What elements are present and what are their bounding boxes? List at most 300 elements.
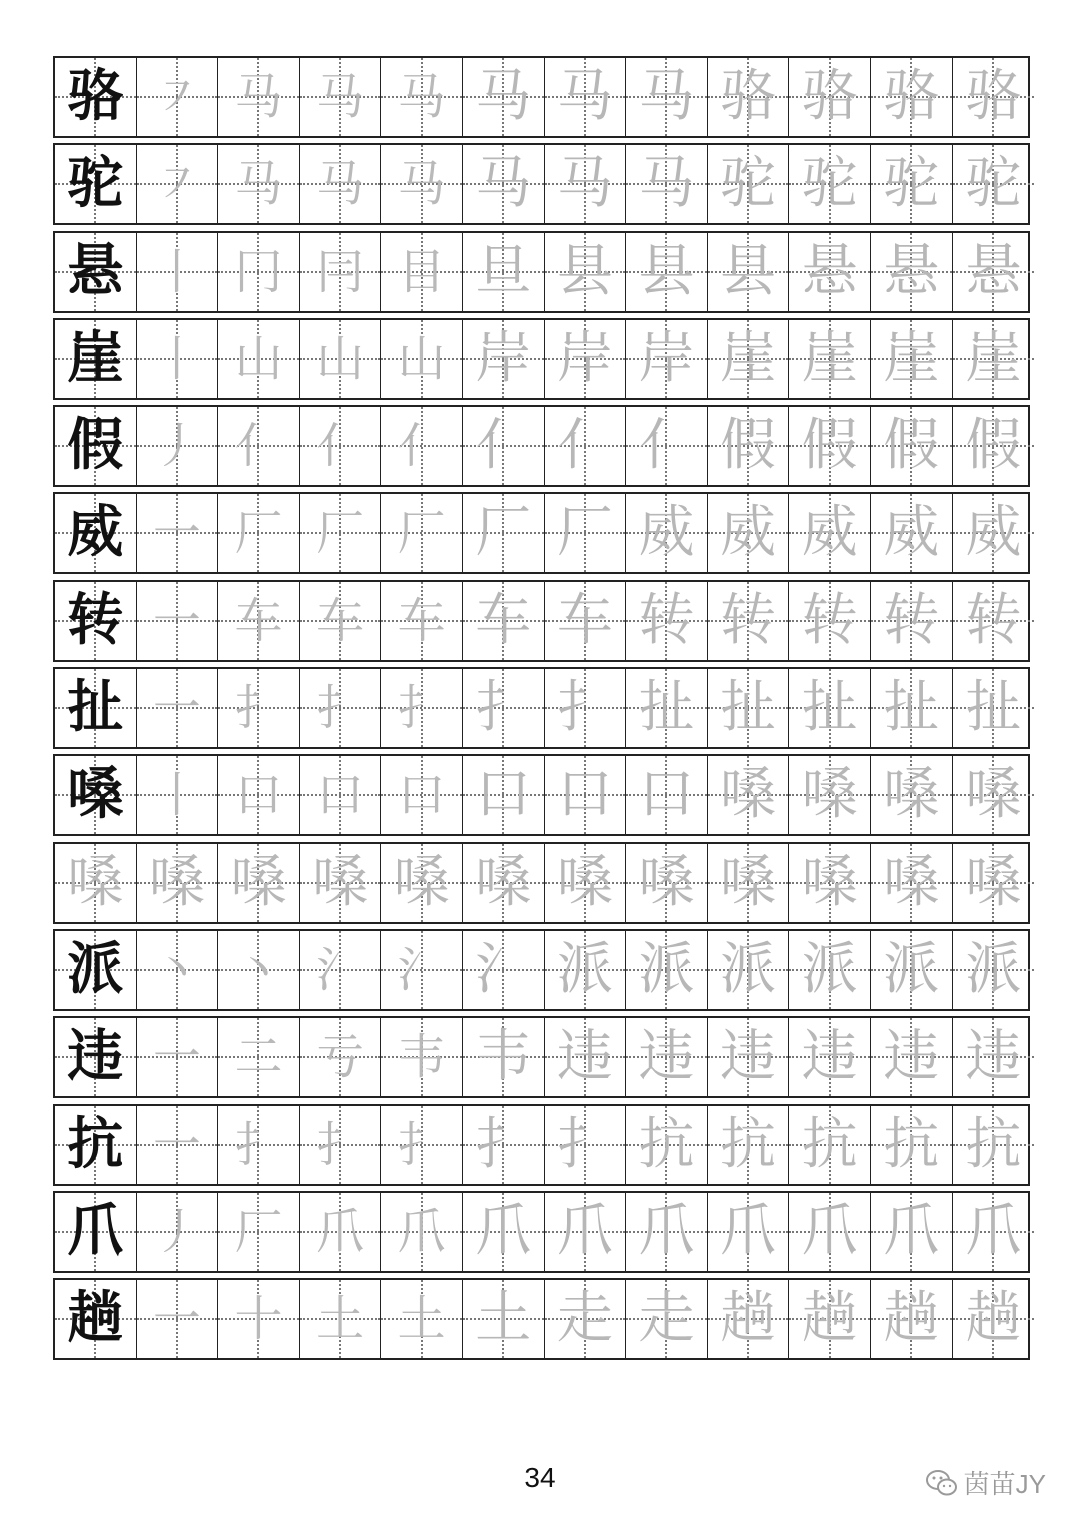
stroke-step: 爪 xyxy=(316,1203,365,1260)
stroke-step: 崖 xyxy=(965,325,1022,391)
stroke-step-cell xyxy=(381,582,463,660)
stroke-step-cell xyxy=(708,1106,790,1184)
stroke-step: 派 xyxy=(720,936,777,1002)
stroke-step-cell xyxy=(381,233,463,311)
stroke-step: 嗓 xyxy=(965,849,1022,915)
stroke-step-cell xyxy=(626,58,708,136)
stroke-step: 一 xyxy=(152,592,201,649)
stroke-step-cell xyxy=(871,407,953,485)
stroke-step: 二 xyxy=(234,1029,283,1086)
stroke-step: 转 xyxy=(965,587,1022,653)
model-character: 抗 xyxy=(67,1111,124,1177)
stroke-step-cell xyxy=(218,1106,300,1184)
stroke-step: 威 xyxy=(801,500,858,566)
stroke-step-cell xyxy=(871,1018,953,1096)
stroke-step-cell xyxy=(137,1280,219,1358)
stroke-step-cell xyxy=(300,1280,382,1358)
stroke-step-cell xyxy=(871,1280,953,1358)
stroke-step: 抗 xyxy=(638,1111,695,1177)
stroke-step-cell xyxy=(300,58,382,136)
stroke-step: 爪 xyxy=(397,1203,446,1260)
stroke-step: 亻 xyxy=(556,413,613,479)
stroke-step-cell xyxy=(871,756,953,834)
stroke-step: 派 xyxy=(801,936,858,1002)
practice-row xyxy=(53,754,1030,836)
stroke-step: 驼 xyxy=(965,151,1022,217)
model-character-cell xyxy=(55,320,137,398)
stroke-step: 假 xyxy=(801,413,858,479)
stroke-step-cell xyxy=(381,1018,463,1096)
stroke-step: 目 xyxy=(397,243,446,300)
stroke-step-cell xyxy=(381,1193,463,1271)
stroke-step-cell xyxy=(300,494,382,572)
stroke-step: 扌 xyxy=(475,675,532,741)
stroke-step-cell xyxy=(218,320,300,398)
stroke-step: 丶 xyxy=(152,941,201,998)
stroke-step-cell xyxy=(218,145,300,223)
practice-row xyxy=(53,580,1030,662)
stroke-step-cell xyxy=(871,669,953,747)
stroke-step: 转 xyxy=(638,587,695,653)
model-character-cell xyxy=(55,145,137,223)
model-character-cell xyxy=(55,1280,137,1358)
stroke-step-cell xyxy=(300,233,382,311)
stroke-step-cell xyxy=(953,145,1035,223)
stroke-step-cell xyxy=(137,844,219,922)
stroke-step-cell xyxy=(953,931,1035,1009)
stroke-step: 违 xyxy=(720,1024,777,1090)
stroke-step-cell xyxy=(381,58,463,136)
stroke-step-cell xyxy=(871,494,953,572)
stroke-step-cell xyxy=(463,582,545,660)
model-character-cell xyxy=(55,1193,137,1271)
stroke-step-cell xyxy=(953,407,1035,485)
stroke-step-cell xyxy=(545,669,627,747)
stroke-step: 亻 xyxy=(638,413,695,479)
stroke-step-cell xyxy=(137,1106,219,1184)
stroke-step: 假 xyxy=(883,413,940,479)
stroke-step: 车 xyxy=(397,592,446,649)
stroke-step: 爪 xyxy=(965,1198,1022,1264)
stroke-step-cell xyxy=(708,407,790,485)
stroke-step: 骆 xyxy=(965,64,1022,129)
stroke-step: 亻 xyxy=(316,418,365,475)
stroke-step-cell xyxy=(708,1280,790,1358)
stroke-step-cell xyxy=(137,320,219,398)
watermark xyxy=(926,1464,1046,1501)
stroke-step-cell xyxy=(953,58,1035,136)
stroke-step: 丨 xyxy=(152,330,201,387)
stroke-step-cell xyxy=(789,931,871,1009)
stroke-step-cell xyxy=(789,58,871,136)
stroke-step: 冃 xyxy=(316,243,365,300)
stroke-step-cell xyxy=(626,669,708,747)
stroke-step: 口 xyxy=(234,767,283,824)
stroke-step: 趟 xyxy=(720,1286,777,1352)
stroke-step-cell xyxy=(789,1106,871,1184)
stroke-step: 县 xyxy=(638,238,695,304)
stroke-step: 抗 xyxy=(801,1111,858,1177)
stroke-step-cell xyxy=(137,233,219,311)
stroke-step-cell xyxy=(789,582,871,660)
stroke-step: 威 xyxy=(965,500,1022,566)
model-character: 威 xyxy=(67,500,124,566)
stroke-step: 派 xyxy=(883,936,940,1002)
stroke-step: 车 xyxy=(556,587,613,653)
model-character-cell xyxy=(55,669,137,747)
stroke-step-cell xyxy=(381,931,463,1009)
model-character-cell xyxy=(55,233,137,311)
stroke-step-cell xyxy=(545,1193,627,1271)
stroke-step: 违 xyxy=(801,1024,858,1090)
stroke-step-cell xyxy=(463,145,545,223)
stroke-step-cell xyxy=(871,931,953,1009)
stroke-step: 岸 xyxy=(475,325,532,391)
stroke-step: 威 xyxy=(883,500,940,566)
model-character-cell xyxy=(55,58,137,136)
model-character-cell xyxy=(55,582,137,660)
stroke-step-cell xyxy=(463,756,545,834)
stroke-step: 马 xyxy=(234,156,283,213)
stroke-step: 马 xyxy=(556,151,613,217)
stroke-step: 崖 xyxy=(801,325,858,391)
stroke-step-cell xyxy=(708,58,790,136)
stroke-step: 马 xyxy=(234,69,283,125)
practice-grid xyxy=(53,56,1030,1365)
model-character-cell xyxy=(55,844,137,922)
stroke-step-cell xyxy=(789,407,871,485)
stroke-step-cell xyxy=(218,844,300,922)
stroke-step-cell xyxy=(545,1018,627,1096)
stroke-step: 十 xyxy=(234,1291,283,1348)
stroke-step: 转 xyxy=(883,587,940,653)
stroke-step-cell xyxy=(626,1106,708,1184)
stroke-step-cell xyxy=(708,1193,790,1271)
stroke-step: 爪 xyxy=(556,1198,613,1264)
stroke-step: 嗓 xyxy=(720,762,777,828)
model-character-cell xyxy=(55,1018,137,1096)
stroke-step-cell xyxy=(381,1106,463,1184)
stroke-step: 扌 xyxy=(234,680,283,737)
stroke-step: 趟 xyxy=(801,1286,858,1352)
stroke-step-cell xyxy=(789,320,871,398)
model-character-cell xyxy=(55,756,137,834)
stroke-step: 扯 xyxy=(883,675,940,741)
stroke-step-cell xyxy=(789,1280,871,1358)
stroke-step: 嗓 xyxy=(883,762,940,828)
stroke-step-cell xyxy=(300,1106,382,1184)
stroke-step: 丨 xyxy=(152,243,201,300)
stroke-step: 扌 xyxy=(397,1116,446,1173)
stroke-step-cell xyxy=(137,669,219,747)
stroke-step: 扌 xyxy=(316,1116,365,1173)
stroke-step-cell xyxy=(871,145,953,223)
stroke-step-cell xyxy=(545,145,627,223)
stroke-step-cell xyxy=(300,669,382,747)
stroke-step: 马 xyxy=(556,64,613,129)
stroke-step-cell xyxy=(626,494,708,572)
stroke-step: 马 xyxy=(316,69,365,125)
stroke-step-cell xyxy=(218,756,300,834)
stroke-step: 扌 xyxy=(397,680,446,737)
stroke-step-cell xyxy=(953,494,1035,572)
stroke-step-cell xyxy=(218,931,300,1009)
stroke-step-cell xyxy=(953,1193,1035,1271)
stroke-step-cell xyxy=(137,931,219,1009)
stroke-step: 嗓 xyxy=(883,849,940,915)
stroke-step: 嗓 xyxy=(393,849,450,915)
stroke-step-cell xyxy=(545,931,627,1009)
stroke-step-cell xyxy=(545,233,627,311)
stroke-step: 厂 xyxy=(316,505,365,562)
stroke-step: 扯 xyxy=(801,675,858,741)
stroke-step: 骆 xyxy=(883,64,940,129)
stroke-step-cell xyxy=(218,669,300,747)
wechat-icon xyxy=(926,1469,958,1497)
stroke-step-cell xyxy=(218,1018,300,1096)
stroke-step-cell xyxy=(381,756,463,834)
stroke-step: 一 xyxy=(152,680,201,737)
stroke-step: 爪 xyxy=(883,1198,940,1264)
stroke-step: 县 xyxy=(556,238,613,304)
stroke-step-cell xyxy=(953,233,1035,311)
stroke-step: 走 xyxy=(556,1286,613,1352)
stroke-step-cell xyxy=(708,233,790,311)
stroke-step: 爪 xyxy=(720,1198,777,1264)
model-character: 驼 xyxy=(67,151,124,217)
stroke-step: 马 xyxy=(397,69,446,125)
stroke-step: 抗 xyxy=(720,1111,777,1177)
model-character: 违 xyxy=(67,1024,124,1090)
stroke-step: 转 xyxy=(720,587,777,653)
stroke-step: 嗓 xyxy=(965,762,1022,828)
stroke-step: 土 xyxy=(475,1286,532,1352)
stroke-step-cell xyxy=(953,756,1035,834)
stroke-step: 走 xyxy=(638,1286,695,1352)
stroke-step: 扌 xyxy=(556,675,613,741)
stroke-step-cell xyxy=(871,58,953,136)
stroke-step: 违 xyxy=(883,1024,940,1090)
watermark-text: 茵苗JY xyxy=(963,1469,1046,1499)
model-character-cell xyxy=(55,407,137,485)
stroke-step-cell xyxy=(626,320,708,398)
model-character: 嗓 xyxy=(67,762,124,828)
stroke-step: 嗓 xyxy=(801,762,858,828)
stroke-step: 韦 xyxy=(475,1024,532,1090)
practice-row xyxy=(53,56,1030,138)
stroke-step: 厂 xyxy=(556,500,613,566)
stroke-step: 岸 xyxy=(638,325,695,391)
stroke-step-cell xyxy=(545,494,627,572)
stroke-step-cell xyxy=(626,233,708,311)
stroke-step-cell xyxy=(953,1280,1035,1358)
stroke-step-cell xyxy=(218,233,300,311)
stroke-step: ㇇ xyxy=(152,69,201,125)
stroke-step-cell xyxy=(463,1193,545,1271)
stroke-step-cell xyxy=(218,1193,300,1271)
stroke-step: 嗓 xyxy=(801,849,858,915)
stroke-step: 骆 xyxy=(801,64,858,129)
practice-row xyxy=(53,405,1030,487)
stroke-step: 车 xyxy=(316,592,365,649)
stroke-step: 马 xyxy=(475,151,532,217)
stroke-step: 抗 xyxy=(883,1111,940,1177)
stroke-step-cell xyxy=(953,1018,1035,1096)
stroke-step-cell xyxy=(381,1280,463,1358)
stroke-step: 爪 xyxy=(475,1198,532,1264)
stroke-step-cell xyxy=(545,320,627,398)
stroke-step-cell xyxy=(300,1193,382,1271)
model-character: 假 xyxy=(67,413,124,479)
stroke-step-cell xyxy=(545,407,627,485)
practice-row xyxy=(53,1104,1030,1186)
stroke-step: 嗓 xyxy=(638,849,695,915)
stroke-step: 马 xyxy=(638,151,695,217)
stroke-step-cell xyxy=(871,320,953,398)
practice-row xyxy=(53,143,1030,225)
stroke-step-cell xyxy=(953,1106,1035,1184)
stroke-step: 转 xyxy=(801,587,858,653)
model-character-cell xyxy=(55,1106,137,1184)
stroke-step: 旦 xyxy=(475,238,532,304)
stroke-step-cell xyxy=(789,1193,871,1271)
stroke-step-cell xyxy=(381,669,463,747)
stroke-step-cell xyxy=(218,582,300,660)
stroke-step: 山 xyxy=(234,330,283,387)
stroke-step: 崖 xyxy=(883,325,940,391)
stroke-step-cell xyxy=(871,233,953,311)
practice-row xyxy=(53,929,1030,1011)
model-character: 派 xyxy=(67,936,124,1002)
stroke-step: 县 xyxy=(720,238,777,304)
stroke-step: 扌 xyxy=(556,1111,613,1177)
stroke-step-cell xyxy=(545,58,627,136)
stroke-step: 亏 xyxy=(316,1029,365,1086)
model-character: 悬 xyxy=(67,238,124,304)
stroke-step: 抗 xyxy=(965,1111,1022,1177)
stroke-step-cell xyxy=(708,145,790,223)
stroke-step-cell xyxy=(953,844,1035,922)
stroke-step-cell xyxy=(626,145,708,223)
stroke-step-cell xyxy=(626,756,708,834)
stroke-step: 口 xyxy=(316,767,365,824)
stroke-step: 违 xyxy=(965,1024,1022,1090)
stroke-step-cell xyxy=(137,1193,219,1271)
stroke-step: 口 xyxy=(397,767,446,824)
stroke-step-cell xyxy=(626,582,708,660)
stroke-step-cell xyxy=(708,756,790,834)
stroke-step-cell xyxy=(708,1018,790,1096)
stroke-step: 车 xyxy=(234,592,283,649)
stroke-step-cell xyxy=(708,669,790,747)
stroke-step: 口 xyxy=(556,762,613,828)
practice-row xyxy=(53,1191,1030,1273)
stroke-step: 扯 xyxy=(638,675,695,741)
stroke-step: 冂 xyxy=(234,243,283,300)
stroke-step-cell xyxy=(789,844,871,922)
stroke-step-cell xyxy=(300,756,382,834)
stroke-step: 悬 xyxy=(883,238,940,304)
stroke-step-cell xyxy=(137,494,219,572)
stroke-step-cell xyxy=(218,407,300,485)
stroke-step: 车 xyxy=(475,587,532,653)
stroke-step: 一 xyxy=(152,505,201,562)
stroke-step: 韦 xyxy=(397,1029,446,1086)
stroke-step-cell xyxy=(545,844,627,922)
stroke-step-cell xyxy=(626,1280,708,1358)
stroke-step-cell xyxy=(626,931,708,1009)
stroke-step: 崖 xyxy=(720,325,777,391)
stroke-step-cell xyxy=(708,320,790,398)
stroke-step-cell xyxy=(463,58,545,136)
stroke-step-cell xyxy=(953,582,1035,660)
stroke-step: 马 xyxy=(397,156,446,213)
practice-row xyxy=(53,231,1030,313)
stroke-step: 厂 xyxy=(234,1203,283,1260)
stroke-step: 山 xyxy=(316,330,365,387)
stroke-step: 扌 xyxy=(234,1116,283,1173)
stroke-step-cell xyxy=(218,494,300,572)
practice-row xyxy=(53,318,1030,400)
stroke-step-cell xyxy=(381,494,463,572)
stroke-step-cell xyxy=(137,58,219,136)
stroke-step-cell xyxy=(137,1018,219,1096)
stroke-step: 驼 xyxy=(801,151,858,217)
stroke-step-cell xyxy=(626,1193,708,1271)
stroke-step: 一 xyxy=(152,1029,201,1086)
stroke-step-cell xyxy=(300,582,382,660)
stroke-step-cell xyxy=(463,407,545,485)
stroke-step: 岸 xyxy=(556,325,613,391)
stroke-step-cell xyxy=(953,669,1035,747)
practice-row xyxy=(53,492,1030,574)
model-character: 骆 xyxy=(67,64,124,129)
model-character-cell xyxy=(55,931,137,1009)
stroke-step: 土 xyxy=(316,1291,365,1348)
stroke-step: 趟 xyxy=(883,1286,940,1352)
stroke-step-cell xyxy=(300,145,382,223)
stroke-step-cell xyxy=(708,844,790,922)
model-character: 嗓 xyxy=(67,849,124,915)
stroke-step-cell xyxy=(463,669,545,747)
stroke-step: 趟 xyxy=(965,1286,1022,1352)
stroke-step-cell xyxy=(871,844,953,922)
stroke-step-cell xyxy=(789,669,871,747)
model-character: 趟 xyxy=(67,1286,124,1352)
stroke-step: 嗓 xyxy=(720,849,777,915)
model-character-cell xyxy=(55,494,137,572)
stroke-step-cell xyxy=(463,494,545,572)
model-character: 扯 xyxy=(67,675,124,741)
stroke-step: 扌 xyxy=(316,680,365,737)
stroke-step: 厂 xyxy=(234,505,283,562)
stroke-step: 悬 xyxy=(801,238,858,304)
stroke-step-cell xyxy=(789,1018,871,1096)
page-number: 34 xyxy=(524,1462,556,1493)
model-character: 爪 xyxy=(67,1198,124,1264)
stroke-step-cell xyxy=(545,1106,627,1184)
stroke-step: 派 xyxy=(965,936,1022,1002)
stroke-step: 亻 xyxy=(475,413,532,479)
stroke-step: 嗓 xyxy=(148,849,205,915)
stroke-step-cell xyxy=(381,844,463,922)
stroke-step-cell xyxy=(789,145,871,223)
stroke-step: 驼 xyxy=(883,151,940,217)
stroke-step: 马 xyxy=(475,64,532,129)
stroke-step: 骆 xyxy=(720,64,777,129)
stroke-step-cell xyxy=(137,145,219,223)
stroke-step-cell xyxy=(300,407,382,485)
